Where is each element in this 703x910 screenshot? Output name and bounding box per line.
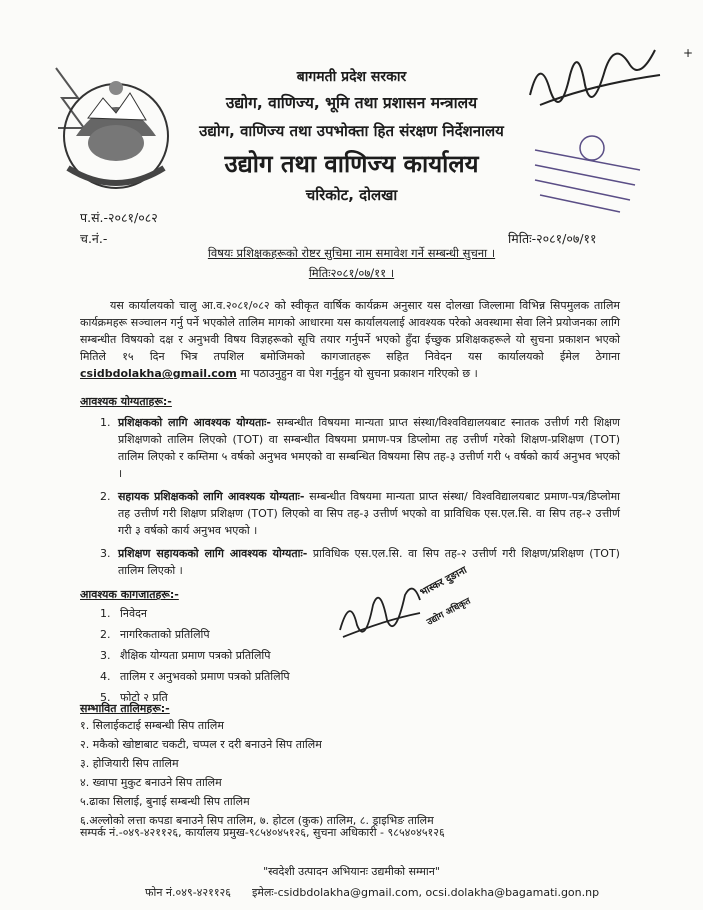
list-item: २. मकैको खोष्टाबाट चकटी, चप्पल र दरी बनाउने सिप तालिम [80,738,322,751]
subject-title: विषयः प्रशिक्षकहरूको रोष्टर सुचिमा नाम समावेश गर्ने सम्बन्धी सुचना । [207,246,496,260]
signature-scribble [335,575,425,650]
footer-email: इमेलः-csidbdolakha@gmail.com, ocsi.dolakha@bagamati.gon.np [251,886,600,899]
list-item: ३. होजियारी सिप तालिम [80,757,179,770]
qualifications-list [100,414,620,585]
office-email: csidbdolakha@gmail.com [80,367,237,381]
header-directorate: उद्योग, वाणिज्य तथा उपभोक्ता हित संरक्षण निर्देशनालय [199,122,504,140]
list-item: 3. शैक्षिक योग्यता प्रमाण पत्रको प्रतिलिपि [100,649,271,662]
header-office: उद्योग तथा वाणिज्य कार्यालय [224,150,479,178]
footer-slogan: "स्वदेशी उत्पादन अभियानः उद्यमीको सम्मान" [263,865,440,878]
footer-phone-email [145,886,599,901]
footer-phone: फोन नं.०४९-४२११२६ [145,886,231,899]
list-item: 4. तालिम र अनुभवको प्रमाण पत्रको प्रतिलिपि [100,670,290,683]
header-province: बागमती प्रदेश सरकार [296,69,407,85]
contact-line: सम्पर्क नं.-०४९-४२११२६, कार्यालय प्रमुख-९८५४०४५१२६, सुचना अधिकारी - ९८५४०४५१२६ [80,826,445,839]
header-ministry: उद्योग, वाणिज्य, भूमि तथा प्रशासन मन्त्रालय [225,94,478,112]
trainings-heading: सम्भावित तालिमहरू:- [80,702,170,715]
list-item: ५.ढाका सिलाई, बुनाई सम्बन्धी सिप तालिम [80,795,250,808]
qualification-item: 2. सहायक प्रशिक्षकको लागि आवश्यक योग्यताः- सम्बन्धीत विषयमा मान्यता प्राप्त संस्था/ विश्वविद्यालयबाट प्रमाण-पत्र/डिप्लोमा तह उत्तीर्ण गरी शिक्षण प्रशिक्षण (TOT) लिएको वा सिप तह-३ उत्तीर्ण भएको वा प्राविधिक एस.एल.सि. वा सिप तह-२ उत्तीर्ण गरी ३ वर्षको कार्य अनुभव भएको । [100,490,620,538]
qualification-item: 3. प्रशिक्षण सहायकको लागि आवश्यक योग्यताः- प्राविधिक एस.एल.सि. वा सिप तह-२ उत्तीर्ण गरी शिक्षण/प्रशिक्षण (TOT) तालिम लिएको । [100,547,620,578]
qualification-item: 1. प्रशिक्षकको लागि आवश्यक योग्यताः- सम्बन्धीत विषयमा मान्यता प्राप्त संस्था/विश्वविद्यालयबाट स्नातक उत्तीर्ण गरी शिक्षण प्रशिक्षणको तालिम लिएको (TOT) वा सम्बन्धीत विषयमा प्रमाण-पत्र डिप्लोमा तह उत्तीर्ण गरेको शिक्षण-प्रशिक्षण (TOT) तालिम लिएको र कम्तिमा ५ वर्षको अनुभव भमएको वा सम्बन्धित विषयमा सिप तह-३ उत्तीर्ण गरी ५ वर्षको कार्य अनुभव भएको । [100,416,620,481]
documents-list [100,607,290,712]
qualifications-heading: आवश्यक योग्यताहरू:- [80,395,172,408]
list-item: ६.अल्लोको लत्ता कपडा बनाउने सिप तालिम, ७. होटल (कुक) तालिम, ८. ड्राइभिङ तालिम [80,814,434,827]
corner-mark: + [683,46,694,60]
subject-date: मितिः२०८१/०७/११ । [308,266,395,280]
ref-date: मितिः-२०८१/०७/११ [508,231,597,246]
documents-heading: आवश्यक कागजातहरू:- [80,588,179,601]
signatory-title: उद्योग अधिकृत [425,596,473,628]
ref-patra-sankhya: प.सं.-२०८१/०८२ [80,210,158,225]
body-paragraph: यस कार्यालयको चालु आ.व.२०८१/०८२ को स्वीकृत वार्षिक कार्यक्रम अनुसार यस दोलखा जिल्लामा विभिन्न सिपमुलक तालिम कार्यक्रमहरू सञ्चालन गर्नु पर्ने भएकोले तालिम मागको आधारमा यस कार्यालयलाई आवश्यक परेको अवस्थामा सेवा लिने प्रयोजनका लागि सम्बन्धीत विषयको दक्ष र अनुभवी विषय विज्ञहरूको सूचि तयार गर्नुपर्ने भएको हुँदा ईच्छुक प्रशिक्षकहरूले यो सुचना प्रकाशन भएको मितिले १५ दिन भित्र तपशिल बमोजिमको कागजातहरू सहित निवेदन यस कार्यालयको ईमेल ठेगाना csidbdolakha@gmail.com मा पठाउनुहुन वा पेश गर्नुहुन यो सुचना प्रकाशन गरिएको छ । [80,299,620,381]
list-item: 5. फोटो २ प्रति [100,691,168,704]
header-location: चरिकोट, दोलखा [305,186,398,204]
list-item: १. सिलाईकटाई सम्बन्धी सिप तालिम [80,719,224,732]
list-item: ४. ख्वापा मुकुट बनाउने सिप तालिम [80,776,222,789]
ref-chalani-number: च.नं.- [80,231,108,246]
list-item: 2. नागरिकताको प्रतिलिपि [100,628,210,641]
list-item: 1. निवेदन [100,607,148,620]
trainings-list [80,719,434,833]
signatory-name: भास्कर दुङाना [418,564,469,599]
